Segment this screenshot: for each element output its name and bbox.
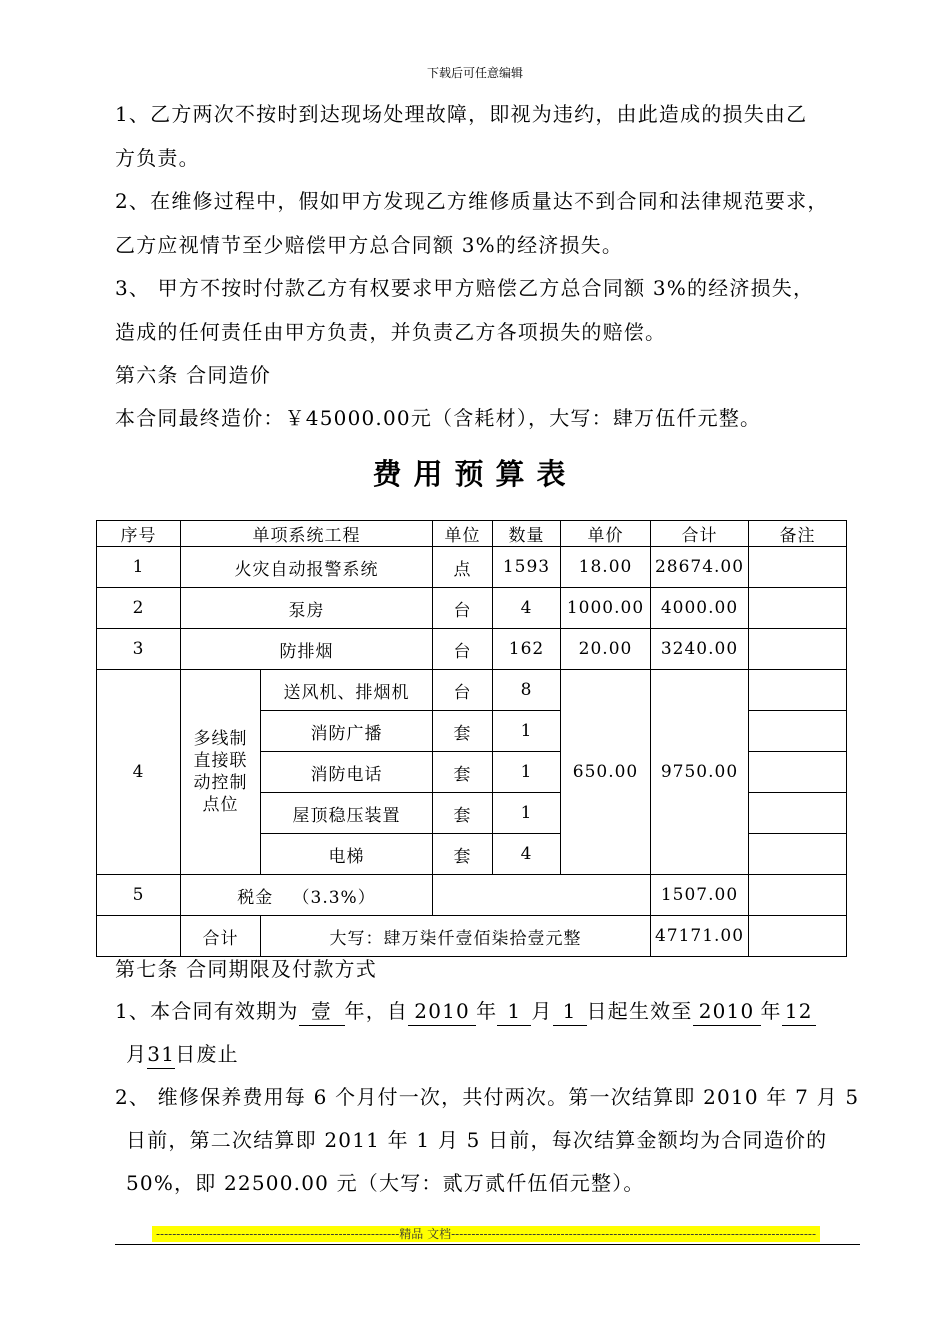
sub-qty: 1 bbox=[493, 793, 561, 834]
tax-blank bbox=[433, 875, 651, 916]
page-header: 下载后可任意编辑 bbox=[426, 66, 523, 80]
row-qty: 4 bbox=[493, 588, 561, 629]
header-cell: 备注 bbox=[749, 521, 847, 547]
row-total: 4000.00 bbox=[651, 588, 749, 629]
contract-price: 本合同最终造价：￥45000.00元（含耗材），大写：肆万伍仟元整。 bbox=[115, 406, 762, 430]
row-note bbox=[749, 670, 847, 711]
sub-item: 屋顶稳压装置 bbox=[261, 793, 433, 834]
term-end-month: 12 bbox=[782, 997, 816, 1026]
row-no: 2 bbox=[97, 588, 181, 629]
sub-qty: 4 bbox=[493, 834, 561, 875]
group-price: 650.00 bbox=[561, 670, 651, 875]
row-item: 防排烟 bbox=[181, 629, 433, 670]
table-title: 费用预算表 bbox=[372, 457, 578, 491]
row-unit: 台 bbox=[433, 588, 493, 629]
clause-1-line-2: 方负责。 bbox=[115, 146, 200, 170]
clause-3-line-1: 3、 甲方不按时付款乙方有权要求甲方赔偿乙方总合同额 3%的经济损失， bbox=[115, 276, 815, 300]
table-row bbox=[97, 670, 847, 711]
term-text: 年 bbox=[476, 999, 498, 1023]
sum-row bbox=[97, 916, 847, 957]
sub-item: 电梯 bbox=[261, 834, 433, 875]
row-qty: 162 bbox=[493, 629, 561, 670]
sub-unit: 套 bbox=[433, 752, 493, 793]
row-note bbox=[749, 711, 847, 752]
row-note bbox=[749, 834, 847, 875]
sub-item: 消防广播 bbox=[261, 711, 433, 752]
row-note bbox=[749, 629, 847, 670]
row-unit: 点 bbox=[433, 547, 493, 588]
tax-total: 1507.00 bbox=[651, 875, 749, 916]
sum-label: 合计 bbox=[181, 916, 261, 957]
term-start-year: 2010 bbox=[408, 997, 476, 1026]
tax-row bbox=[97, 875, 847, 916]
row-note bbox=[749, 916, 847, 957]
header-cell: 数量 bbox=[493, 521, 561, 547]
payment-line-1: 2、 维修保养费用每 6 个月付一次，共付两次。第一次结算即 2010 年 7 月 5 bbox=[115, 1085, 860, 1109]
sum-total: 47171.00 bbox=[651, 916, 749, 957]
sum-no bbox=[97, 916, 181, 957]
row-item: 火灾自动报警系统 bbox=[181, 547, 433, 588]
row-item: 泵房 bbox=[181, 588, 433, 629]
term-text: 年，自 bbox=[344, 999, 409, 1023]
row-price: 1000.00 bbox=[561, 588, 651, 629]
row-price: 20.00 bbox=[561, 629, 651, 670]
table-row bbox=[97, 547, 847, 588]
row-total: 3240.00 bbox=[651, 629, 749, 670]
sub-unit: 套 bbox=[433, 834, 493, 875]
budget-table bbox=[96, 520, 847, 957]
group-no: 4 bbox=[97, 670, 181, 875]
table-row bbox=[97, 588, 847, 629]
sum-capital: 大写：肆万柒仟壹佰柒拾壹元整 bbox=[261, 916, 651, 957]
table-row bbox=[97, 629, 847, 670]
sub-item: 送风机、排烟机 bbox=[261, 670, 433, 711]
sub-unit: 台 bbox=[433, 670, 493, 711]
sub-qty: 8 bbox=[493, 670, 561, 711]
footer-rule bbox=[115, 1244, 860, 1245]
sub-qty: 1 bbox=[493, 711, 561, 752]
term-line-1 bbox=[115, 997, 816, 1026]
sub-unit: 套 bbox=[433, 793, 493, 834]
clause-2-line-1: 2、在维修过程中，假如甲方发现乙方维修质量达不到合同和法律规范要求， bbox=[115, 189, 829, 213]
row-qty: 1593 bbox=[493, 547, 561, 588]
clause-1-line-1: 1、乙方两次不按时到达现场处理故障，即视为违约，由此造成的损失由乙 bbox=[115, 102, 808, 126]
tax-label: 税金 （3.3%） bbox=[181, 875, 433, 916]
term-text: 月 bbox=[531, 999, 553, 1023]
term-text: 年 bbox=[760, 999, 782, 1023]
row-no: 1 bbox=[97, 547, 181, 588]
tax-no: 5 bbox=[97, 875, 181, 916]
sub-qty: 1 bbox=[493, 752, 561, 793]
row-total: 28674.00 bbox=[651, 547, 749, 588]
row-no: 3 bbox=[97, 629, 181, 670]
footer-banner: ------------------------------------------------------------精品 文档------------------------------------------------------------------------------------------ bbox=[152, 1226, 820, 1242]
table-header-row bbox=[97, 521, 847, 547]
row-note bbox=[749, 793, 847, 834]
row-unit: 台 bbox=[433, 629, 493, 670]
header-cell: 合计 bbox=[651, 521, 749, 547]
term-years: 壹 bbox=[299, 997, 345, 1026]
term-prefix: 1、本合同有效期为 bbox=[115, 999, 299, 1023]
clause-2-line-2: 乙方应视情节至少赔偿甲方总合同额 3%的经济损失。 bbox=[115, 233, 624, 257]
term-line-2 bbox=[126, 1040, 239, 1069]
row-note bbox=[749, 875, 847, 916]
sub-item: 消防电话 bbox=[261, 752, 433, 793]
row-note bbox=[749, 547, 847, 588]
row-note bbox=[749, 752, 847, 793]
term-start-day: 1 bbox=[553, 997, 587, 1026]
clause-3-line-2: 造成的任何责任由甲方负责，并负责乙方各项损失的赔偿。 bbox=[115, 320, 667, 344]
article-7-heading: 第七条 合同期限及付款方式 bbox=[115, 957, 377, 981]
group-label: 多线制直接联动控制点位 bbox=[181, 670, 261, 875]
header-cell: 单位 bbox=[433, 521, 493, 547]
row-price: 18.00 bbox=[561, 547, 651, 588]
header-cell: 单项系统工程 bbox=[181, 521, 433, 547]
term-text: 日废止 bbox=[175, 1042, 239, 1066]
term-start-month: 1 bbox=[497, 997, 531, 1026]
term-end-year: 2010 bbox=[693, 997, 761, 1026]
term-end-day: 31 bbox=[147, 1040, 175, 1069]
header-cell: 单价 bbox=[561, 521, 651, 547]
article-6-heading: 第六条 合同造价 bbox=[115, 363, 271, 387]
sub-unit: 套 bbox=[433, 711, 493, 752]
group-total: 9750.00 bbox=[651, 670, 749, 875]
payment-line-3: 50%，即 22500.00 元（大写：贰万贰仟伍佰元整）。 bbox=[126, 1171, 645, 1195]
payment-line-2: 日前，第二次结算即 2011 年 1 月 5 日前，每次结算金额均为合同造价的 bbox=[126, 1128, 828, 1152]
header-cell: 序号 bbox=[97, 521, 181, 547]
term-text: 月 bbox=[126, 1042, 148, 1066]
row-note bbox=[749, 588, 847, 629]
term-text: 日起生效至 bbox=[586, 999, 693, 1023]
